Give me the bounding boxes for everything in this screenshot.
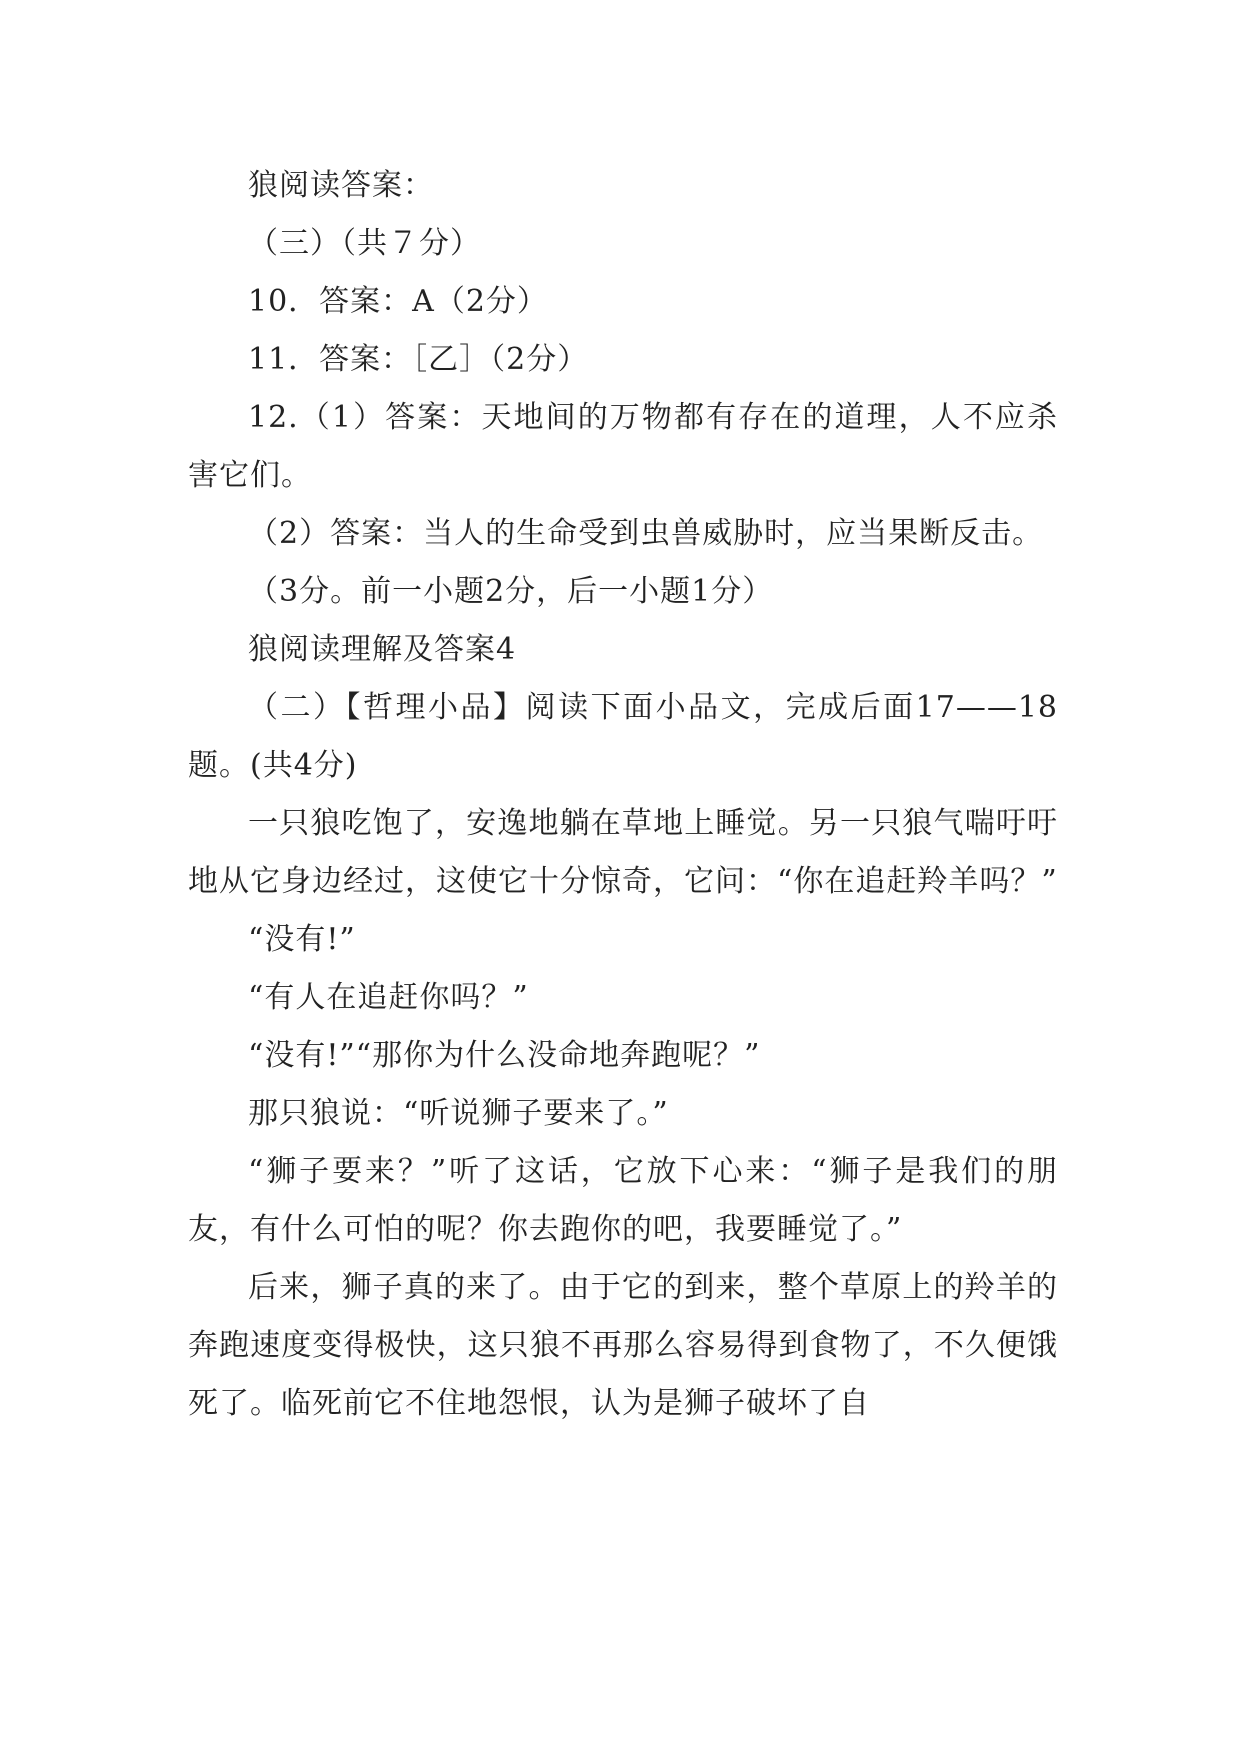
story-dialogue-3: “没有!”“那你为什么没命地奔跑呢？” (248, 1038, 761, 1073)
document-body (188, 157, 1058, 1433)
story-dialogue-4: 那只狼说：“听说狮子要来了。” (248, 1096, 669, 1131)
story-paragraph-2: “狮子要来？”听了这话，它放下心来：“狮子是我们的朋友，有什么可怕的呢？你去跑你的吧，我要睡觉了。” (188, 1154, 1058, 1247)
answer-10: 10．答案：A（2分） (248, 284, 548, 319)
answer-12-part-1: 12.（1）答案：天地间的万物都有存在的道理，人不应杀害它们。 (188, 400, 1058, 493)
heading-answers: 狼阅读答案： (248, 168, 434, 203)
scoring-note: （3分。前一小题2分，后一小题1分） (248, 574, 774, 609)
story-dialogue-2: “有人在追赶你吗？” (248, 980, 529, 1015)
story-paragraph-1: 一只狼吃饱了，安逸地躺在草地上睡觉。另一只狼气喘吁吁地从它身边经过，这使它十分惊奇，它问：“你在追赶羚羊吗？” (188, 806, 1058, 899)
answer-11: 11．答案：［乙］（2分） (248, 342, 589, 377)
story-dialogue-1: “没有!” (248, 922, 356, 957)
answer-12-part-2: （2）答案：当人的生命受到虫兽威胁时，应当果断反击。 (248, 516, 1044, 551)
story-paragraph-3: 后来，狮子真的来了。由于它的到来，整个草原上的羚羊的奔跑速度变得极快，这只狼不再那么容易得到食物了，不久便饿死了。临死前它不住地怨恨，认为是狮子破坏了自 (188, 1270, 1058, 1421)
section-two-instructions: （二）【哲理小品】阅读下面小品文，完成后面17——18题。(共4分) (188, 690, 1058, 783)
section-three-label: （三）（共７分） (248, 226, 481, 261)
heading-answers-4: 狼阅读理解及答案4 (248, 632, 517, 667)
